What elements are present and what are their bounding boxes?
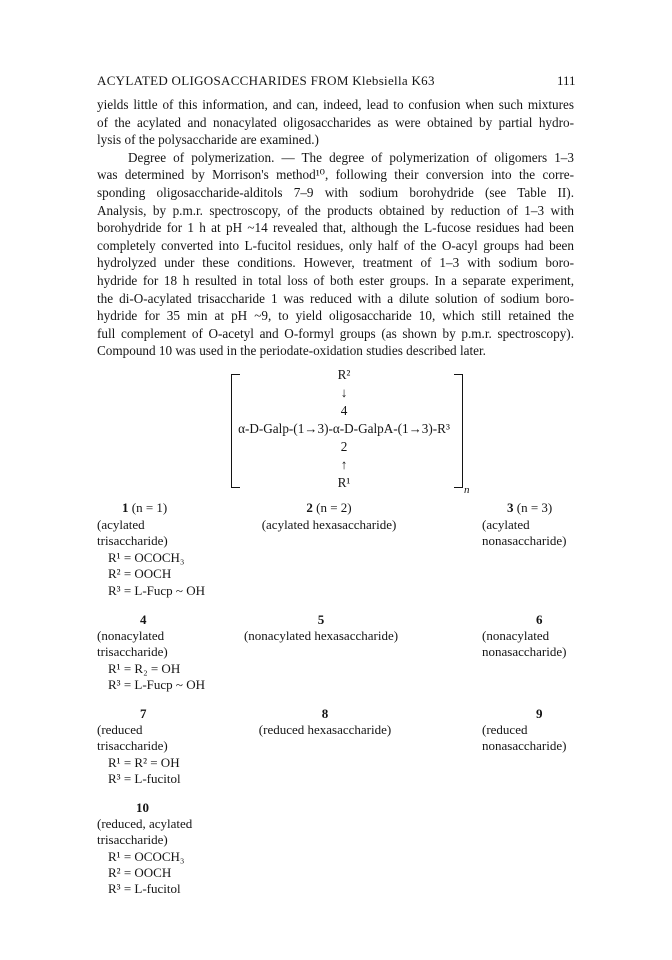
up-arrow-icon: ↑ [340, 457, 348, 472]
body-line: of the acylated and nonacylated oligosaccharides as were obtained by partial hydro- [97, 114, 574, 130]
compound-5-number: 5 [317, 612, 325, 627]
compound-7-r1: R¹ = R² = OH [108, 755, 180, 770]
compound-7-desc: (reduced [97, 722, 143, 737]
body-line: hydride for 35 min at pH ~9, to yield oligosaccharide 10, which still retained the [97, 308, 574, 324]
compound-7-number: 7 [140, 706, 147, 721]
compound-4-r3: R³ = L-Fucp ~ OH [108, 677, 205, 692]
page-number: 111 [557, 73, 576, 88]
compound-2-heading: 2 (n = 2) [306, 500, 352, 515]
compound-3-desc: (acylated [482, 517, 530, 532]
compound-1-desc: (acylated [97, 517, 145, 532]
compound-9-number: 9 [536, 706, 543, 721]
compound-1-r1: R¹ = OCOCH₃ [108, 550, 185, 565]
position-2: 2 [340, 439, 348, 454]
body-line: was determined by Morrison's method¹⁰, following their conversion into the corre- [97, 167, 574, 183]
repeat-count-n: n [464, 484, 470, 496]
compound-2-desc: (acylated hexasaccharide) [261, 517, 397, 532]
body-line: Degree of polymerization. — The degree of polymerization of oligomers 1–3 [128, 149, 574, 165]
compound-3-desc: nonasaccharide) [482, 533, 567, 548]
position-4: 4 [340, 403, 348, 418]
compound-10-desc: trisaccharide) [97, 832, 168, 847]
compound-9-desc: (reduced [482, 722, 528, 737]
body-line: hydrolyzed under these conditions. However, treatment of 1–3 with sodium boro- [97, 255, 574, 271]
compound-4-desc: (nonacylated [97, 628, 165, 643]
compound-4-number: 4 [140, 612, 147, 627]
compound-7-r3: R³ = L-fucitol [108, 771, 181, 786]
r2-substituent: R² [337, 367, 351, 382]
compound-7-desc: trisaccharide) [97, 738, 168, 753]
compound-10-r1: R¹ = OCOCH₃ [108, 849, 185, 864]
body-line: full complement of O-acetyl and O-formyl groups (as shown by p.m.r. spectroscopy). [97, 325, 574, 341]
compound-1-r2: R² = OOCH [108, 566, 172, 581]
compound-1-heading: 1 (n = 1) [122, 500, 168, 515]
running-title: ACYLATED OLIGOSACCHARIDES FROM Klebsiella K63 [97, 73, 435, 88]
compound-1-desc: trisaccharide) [97, 533, 168, 548]
compound-10-number: 10 [136, 800, 149, 815]
compound-4-r1: R¹ = R₂ = OH [108, 661, 181, 676]
compound-10-r2: R² = OOCH [108, 865, 172, 880]
down-arrow-icon: ↓ [340, 385, 348, 400]
r1-substituent: R¹ [337, 475, 351, 490]
right-bracket [454, 374, 463, 488]
body-line: completely converted into L-fucitol residues, only half of the O-acyl groups had been [97, 237, 574, 253]
compound-6-desc: (nonacylated [482, 628, 550, 643]
compound-4-desc: trisaccharide) [97, 644, 168, 659]
body-line: Compound 10 was used in the periodate-oxidation studies described later. [97, 343, 486, 359]
compound-9-desc: nonasaccharide) [482, 738, 567, 753]
body-line: lysis of the polysaccharide are examined.) [97, 132, 319, 148]
repeat-chain: α-D-Galp-(1→3)-α-D-GalpA-(1→3)-R³ [238, 421, 450, 436]
compound-5-desc: (nonacylated hexasaccharide) [243, 628, 399, 643]
compound-6-desc: nonasaccharide) [482, 644, 567, 659]
compound-3-heading: 3 (n = 3) [507, 500, 553, 515]
body-line: Analysis, by p.m.r. spectroscopy, of the products obtained by reduction of 1–3 with [97, 202, 574, 218]
compound-10-desc: (reduced, acylated [97, 816, 193, 831]
compound-1-r3: R³ = L-Fucp ~ OH [108, 583, 205, 598]
compound-8-number: 8 [321, 706, 329, 721]
body-line: the di-O-acylated trisaccharide 1 was reduced with a dilute solution of sodium boro- [97, 290, 574, 306]
body-line: sponding oligosaccharide-alditols 7–9 with sodium borohydride (see Table II). [97, 184, 574, 200]
body-text [97, 96, 574, 360]
compound-6-number: 6 [536, 612, 543, 627]
body-line: borohydride for 1 h at pH ~14 revealed that, although the L-fucose residues had been [97, 220, 574, 236]
body-line: hydride for 18 h resulted in total loss of both ester groups. In a separate experiment, [97, 272, 574, 288]
body-line: yields little of this information, and can, indeed, lead to confusion when such mixtures [97, 97, 574, 112]
compound-10-r3: R³ = L-fucitol [108, 881, 181, 896]
compound-8-desc: (reduced hexasaccharide) [258, 722, 392, 737]
